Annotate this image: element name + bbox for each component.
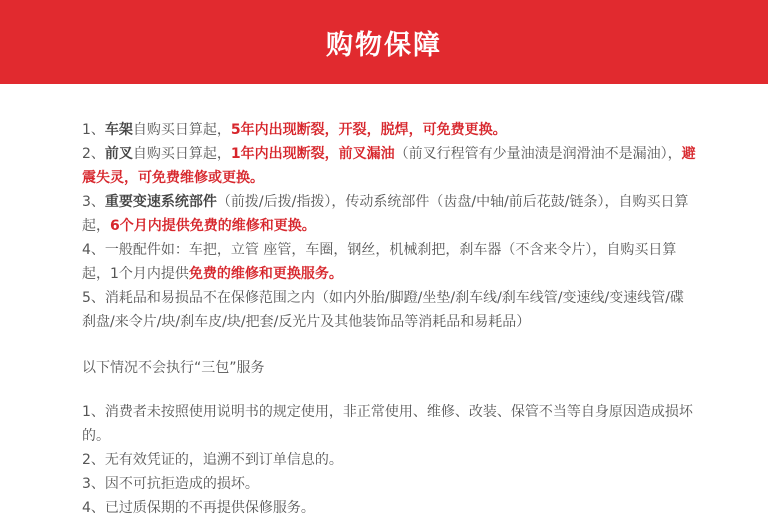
item-highlight: 1年内出现断裂，前叉漏油 — [230, 146, 395, 162]
item-part-name: 重要变速系统部件 — [104, 194, 217, 210]
item-part-name: 车架 — [104, 122, 133, 138]
item-text: 一般配件如：车把，立管 座管，车圈，钢丝，机械刹把，刹车器（不含来令片），自购买日算起，1个月内提供 — [82, 242, 677, 282]
item-number: 4、 — [82, 242, 105, 258]
item-highlight: 6个月内提供免费的维修和更换。 — [110, 218, 316, 234]
item-number: 5、 — [82, 290, 105, 306]
item-text: （前拨/后拨/指拨），传动系统部件（齿盘/中轴/前后花鼓/链条），自购买日算起， — [82, 194, 689, 234]
item-text: 消耗品和易损品不在保修范围之内（如内外胎/脚蹬/坐垫/刹车线/刹车线管/变速线/变速线管/碟刹盘/来令片/块/刹车皮/块/把套/反光片及其他装饰品等消耗品和易耗品） — [82, 290, 684, 330]
warranty-item-1 — [82, 118, 696, 142]
warranty-item-2 — [82, 142, 696, 190]
item-highlight: 5年内出现断裂，开裂，脱焊，可免费更换。 — [230, 122, 507, 138]
item-highlight: 避震失灵，可免费维修或更换。 — [82, 146, 696, 186]
item-number: 1、 — [82, 122, 105, 138]
exclusion-item-3: 3、因不可抗拒造成的损坏。 — [82, 476, 259, 492]
item-text: 自购买日算起， — [132, 122, 231, 138]
item-text: （前叉行程管有少量油渍是润滑油不是漏油）， — [394, 146, 682, 162]
warranty-item-3 — [82, 190, 696, 238]
exclusions-heading: 以下情况不会执行“三包”服务 — [82, 360, 265, 376]
warranty-item-4 — [82, 238, 696, 286]
item-number: 3、 — [82, 194, 105, 210]
exclusion-item-1: 1、消费者未按照使用说明书的规定使用，非正常使用、维修、改装、保管不当等自身原因造成损坏的。 — [82, 404, 693, 444]
item-number: 2、 — [82, 146, 105, 162]
page-title: 购物保障 — [326, 29, 442, 61]
header-banner — [0, 0, 768, 84]
item-part-name: 前叉 — [104, 146, 133, 162]
item-text: 自购买日算起， — [132, 146, 231, 162]
item-highlight: 免费的维修和更换服务。 — [188, 266, 343, 282]
warranty-item-5 — [82, 286, 696, 334]
content-area — [82, 118, 696, 520]
exclusion-item-2: 2、无有效凭证的，追溯不到订单信息的。 — [82, 452, 343, 468]
exclusion-item-4: 4、已过质保期的不再提供保修服务。 — [82, 500, 315, 516]
